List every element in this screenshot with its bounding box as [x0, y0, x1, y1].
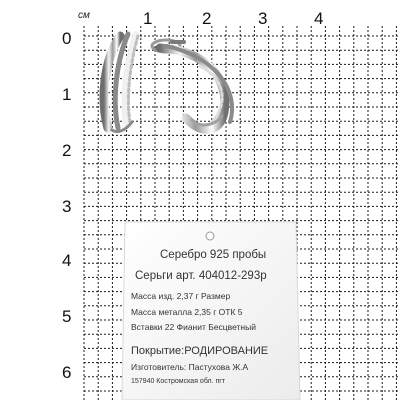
- tag-coating-line: Покрытие:РОДИРОВАНИЕ: [131, 345, 269, 357]
- top-tick-label-1: 1: [143, 9, 153, 28]
- tag-weight-line: Масса изд. 2,37 г Размер: [131, 291, 231, 301]
- unit-label: см: [78, 10, 90, 21]
- tag-inserts-line: Вставки 22 Фианит Бесцветный: [131, 322, 256, 332]
- earring-front: [104, 34, 138, 132]
- left-tick-label-3: 3: [62, 197, 72, 216]
- tag-address-line: 157940 Костромская обл. пгт: [131, 378, 226, 385]
- left-tick-label-6: 6: [62, 363, 72, 382]
- left-tick-label-5: 5: [62, 307, 72, 326]
- top-tick-label-4: 4: [314, 9, 324, 28]
- left-tick-label-4: 4: [62, 251, 72, 270]
- tag-manufacturer-line: Изготовитель: Пастухова Ж.А: [131, 362, 249, 372]
- tag-metal-weight-line: Масса металла 2,35 г ОТК 5: [131, 307, 243, 317]
- left-tick-label-0: 0: [62, 29, 72, 48]
- tag-metal-line: Серебро 925 пробы: [160, 249, 267, 261]
- top-tick-label-2: 2: [202, 9, 212, 28]
- tag-article-line: Серьги арт. 404012-293р: [135, 270, 267, 282]
- left-tick-label-1: 1: [62, 85, 72, 104]
- earring-side: [152, 40, 232, 129]
- left-tick-label-2: 2: [62, 141, 72, 160]
- top-tick-label-3: 3: [258, 9, 268, 28]
